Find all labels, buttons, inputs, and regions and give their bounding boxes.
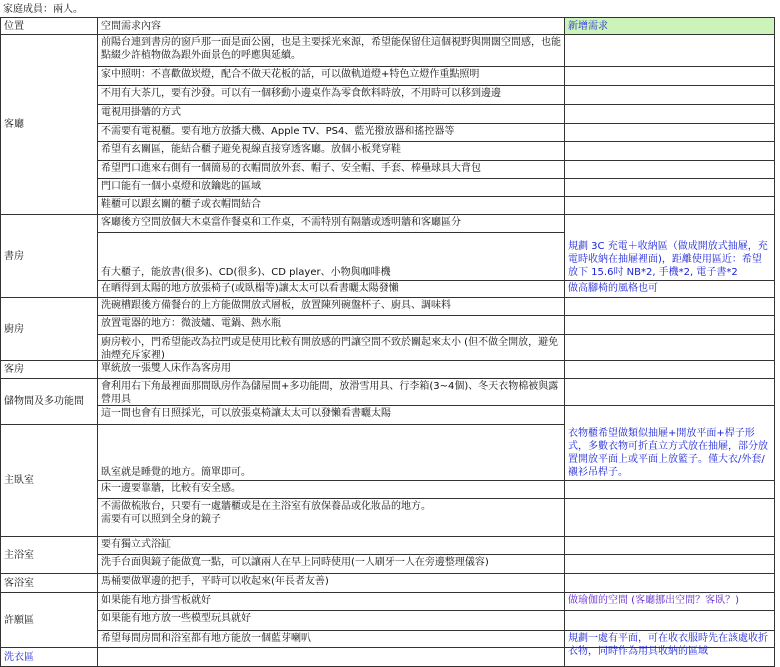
requirement-row[interactable] xyxy=(98,86,565,105)
requirement-text: 家中照明：不喜歡做崁燈，配合不做天花板的話，可以做軌道燈+特色立燈作重點照明 xyxy=(101,69,480,80)
requirement-row[interactable] xyxy=(98,35,565,67)
requirement-row[interactable] xyxy=(98,499,565,537)
requirement-row[interactable] xyxy=(98,481,565,499)
requirement-text: 會利用右下角最裡面那間臥房作為儲屋間+多功能間，放滑雪用具、行李箱(3~4個)、冬天衣物棉被與露營用具 xyxy=(101,381,559,405)
position-master-bath[interactable]: 主浴室 xyxy=(0,537,98,574)
requirement-row[interactable] xyxy=(98,593,565,611)
requirement-text: 洗碗槽跟後方備餐台的上方能做開放式層板，放置陳列碗盤杯子、廚具、調味料 xyxy=(101,300,451,311)
requirement-row[interactable] xyxy=(98,425,565,481)
new-requirement-empty[interactable] xyxy=(565,67,775,86)
requirement-row[interactable] xyxy=(98,67,565,86)
requirement-row[interactable] xyxy=(98,179,565,197)
requirement-text: 不用有大茶几，要有沙發。可以有一個移動小邊桌作為零食飲料時放，不用時可以移到邊邊 xyxy=(101,88,501,99)
requirement-text: 鞋櫃可以跟玄關的櫃子或衣帽間結合 xyxy=(101,199,261,210)
new-requirement-empty[interactable] xyxy=(565,179,775,197)
requirement-text: 單統放一張雙人床作為客房用 xyxy=(101,363,231,374)
new-requirement-bedroom-closet[interactable]: 衣物櫃希望做類似抽屜+開放平面+桿子形式，多數衣物可折直立方式放在抽屜，部分放置開放平面上或平面上放籃子。僅大衣/外套/襯衫吊桿子。 xyxy=(565,406,775,481)
requirement-text: 洗手台面與鏡子能做寬一點，可以讓兩人在早上同時使用(一人刷牙一人在旁邊整理儀容) xyxy=(101,557,489,568)
new-requirement-empty[interactable] xyxy=(565,361,775,379)
requirement-row[interactable] xyxy=(98,574,565,593)
requirement-row[interactable] xyxy=(98,124,565,142)
position-guest-bath[interactable]: 客浴室 xyxy=(0,574,98,593)
position-kitchen[interactable]: 廚房 xyxy=(0,298,98,361)
requirement-text: 希望有玄關區，能結合櫃子避免視線直接穿透客廳。放個小板凳穿鞋 xyxy=(101,144,401,155)
new-requirement-empty[interactable] xyxy=(565,316,775,335)
requirement-text: 有大櫃子，能放書(很多)、CD(很多)、CD player、小物與咖啡機 xyxy=(101,267,391,278)
requirement-row[interactable] xyxy=(98,406,565,425)
new-requirement-empty[interactable] xyxy=(565,611,775,631)
new-requirement-empty[interactable] xyxy=(565,335,775,361)
requirement-text: 這一間也會有日照採光，可以放張桌椅讓太太可以發懶看書曬太陽 xyxy=(101,408,391,419)
requirement-row[interactable] xyxy=(98,215,565,233)
new-requirement-empty[interactable] xyxy=(565,124,775,142)
household-note[interactable]: 家庭成員：兩人。 xyxy=(3,4,83,15)
new-requirement-empty[interactable] xyxy=(565,35,775,67)
new-requirement-empty[interactable] xyxy=(565,298,775,316)
requirement-text: 前陽台連到書房的窗戶那一面是面公園，也是主要採光來源，希望能保留住這個視野與開闊空間感，也能點綴少許植物做為跟外面景色的呼應與延續。 xyxy=(101,37,561,61)
requirement-row[interactable] xyxy=(98,631,565,648)
new-requirement-empty[interactable] xyxy=(565,105,775,124)
requirement-text: 門口能有一個小桌燈和放鑰匙的區域 xyxy=(101,181,261,192)
new-requirement-empty[interactable] xyxy=(565,86,775,105)
new-requirement-empty[interactable] xyxy=(565,537,775,555)
requirement-row[interactable] xyxy=(98,335,565,361)
requirement-text: 如果能有地方掛雪板就好 xyxy=(101,595,211,606)
requirement-row[interactable] xyxy=(98,161,565,179)
position-wish[interactable]: 許願區 xyxy=(0,593,98,648)
new-requirement-study-chair[interactable]: 做高腳椅的風格也可 xyxy=(565,281,775,298)
new-requirement-empty[interactable] xyxy=(565,379,775,406)
position-study[interactable]: 書房 xyxy=(0,215,98,298)
new-requirement-empty[interactable] xyxy=(565,197,775,215)
requirement-text: 如果能有地方放一些模型玩具就好 xyxy=(101,613,251,624)
requirement-row[interactable] xyxy=(98,611,565,631)
requirement-row[interactable] xyxy=(98,361,565,379)
position-laundry[interactable]: 洗衣區 xyxy=(0,648,98,667)
requirement-text: 希望門口進來右側有一個簡易的衣帽間放外套、帽子、安全帽、手套、棒壘球具大背包 xyxy=(101,163,481,174)
new-requirement-empty[interactable] xyxy=(565,574,775,593)
requirement-text: 馬桶要做單邊的把手，平時可以收起來(年長者友善) xyxy=(101,576,329,587)
requirement-row[interactable] xyxy=(98,298,565,316)
requirement-text: 在晒得到太陽的地方放張椅子(或臥榻等)讓太太可以看書曬太陽發懶 xyxy=(101,283,399,294)
header-new-requirement[interactable]: 新增需求 xyxy=(565,17,775,35)
position-living[interactable]: 客廳 xyxy=(0,35,98,215)
position-storage[interactable]: 儲物間及多功能間 xyxy=(0,379,98,425)
requirement-row[interactable] xyxy=(98,379,565,406)
header-position[interactable]: 位置 xyxy=(0,17,98,35)
requirement-text: 電視用掛牆的方式 xyxy=(101,107,181,118)
requirement-row[interactable] xyxy=(98,105,565,124)
requirement-text: 臥室就是睡覺的地方。簡單即可。 xyxy=(101,467,251,478)
requirement-row[interactable] xyxy=(98,537,565,555)
new-requirement-wish-yoga[interactable]: 做瑜伽的空間 (客廳挪出空間？客臥？) xyxy=(565,593,775,611)
requirement-text: 要有獨立式浴缸 xyxy=(101,539,171,550)
new-requirement-laundry-sorting[interactable]: 規劃一處有平面，可在收衣服時先在該處收折衣物，同時作為用具收納的區域 xyxy=(565,631,775,667)
requirement-text: 不需做梳妝台，只要有一處牆櫃或是在主浴室有放保養品或化妝品的地方。 需要有可以照到全身的鏡子 xyxy=(101,501,431,525)
requirement-row[interactable] xyxy=(98,555,565,574)
requirement-text: 希望每間房間和浴室都有地方能放一個藍芽喇叭 xyxy=(101,633,311,644)
requirement-text: 不需要有電視櫃。要有地方放播大機、Apple TV、PS4、藍光撥放器和搖控器等 xyxy=(101,126,455,137)
requirement-row[interactable] xyxy=(98,142,565,161)
requirement-row[interactable] xyxy=(98,316,565,335)
requirement-text: 客廳後方空間放個大木桌當作餐桌和工作桌，不需特別有隔牆或透明牆和客廳區分 xyxy=(101,217,461,228)
new-requirement-empty[interactable] xyxy=(565,481,775,499)
requirement-row[interactable] xyxy=(98,197,565,215)
requirement-text: 床一邊要靠牆，比較有安全感。 xyxy=(101,483,241,494)
requirement-row[interactable] xyxy=(98,281,565,298)
requirement-text: 放置電器的地方：微波爐、電鍋、熱水瓶 xyxy=(101,318,281,329)
requirement-row[interactable] xyxy=(98,233,565,281)
position-guest[interactable]: 客房 xyxy=(0,361,98,379)
new-requirement-empty[interactable] xyxy=(565,142,775,161)
new-requirement-empty[interactable] xyxy=(565,499,775,537)
requirement-text: 廚房較小，門希望能改為拉門或是使用比較有開放感的門讓空間不致於關起來太小 (但不做全開放，避免油煙充斥家裡) xyxy=(101,337,559,361)
position-master-bedroom[interactable]: 主臥室 xyxy=(0,425,98,537)
new-requirement-empty[interactable] xyxy=(565,161,775,179)
new-requirement-study-charging[interactable]: 規劃 3C 充電＋收納區（做成開放式抽屜，充電時收納在抽屜裡面)，距離使用區近：希望放下 15.6吋 NB*2, 手機*2, 電子書*2 xyxy=(565,215,775,281)
requirement-row-empty[interactable] xyxy=(98,648,565,667)
new-requirement-empty[interactable] xyxy=(565,555,775,574)
header-content[interactable]: 空間需求內容 xyxy=(98,17,565,35)
